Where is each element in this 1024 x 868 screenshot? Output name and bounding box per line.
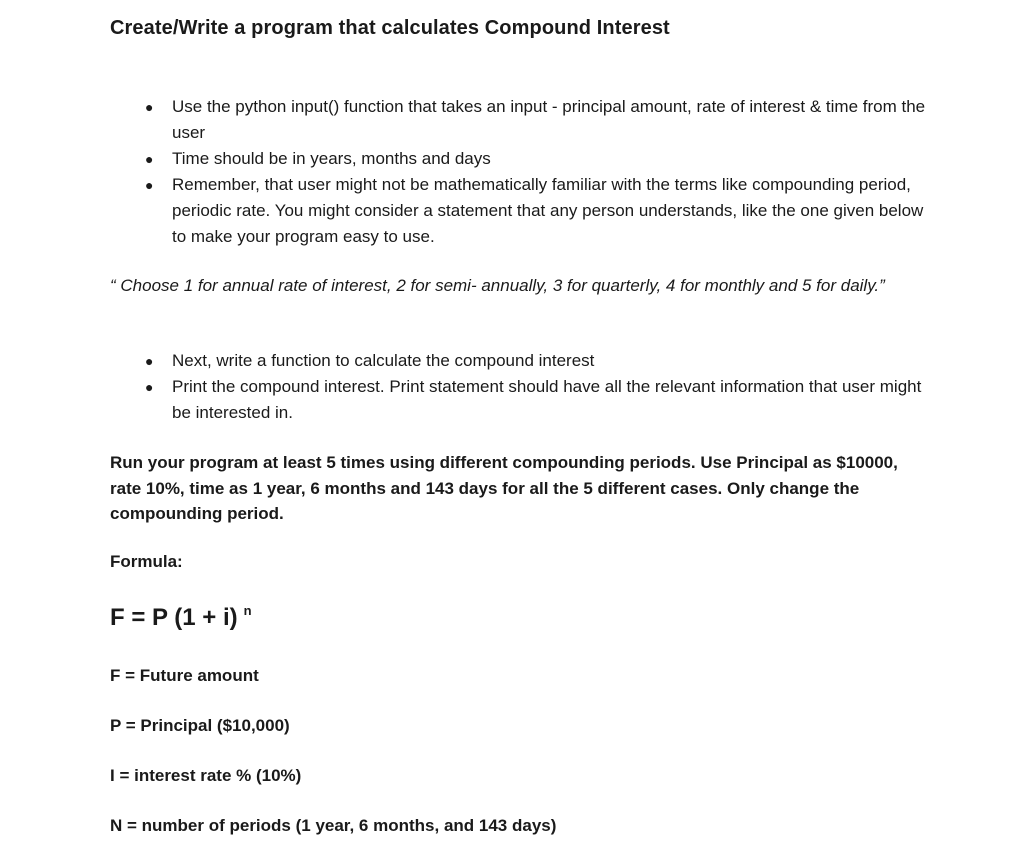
bullet-icon: ●	[145, 151, 154, 167]
list-item-text: Print the compound interest. Print statement should have all the relevant information that user might be interested in.	[172, 377, 922, 422]
formula-label: Formula:	[110, 552, 183, 571]
bullet-icon: ●	[145, 379, 154, 395]
bullet-icon: ●	[145, 353, 154, 369]
requirements-list	[110, 94, 940, 250]
run-instructions: Run your program at least 5 times using different compounding periods. Use Principal as $10000, rate 10%, time as 1 year, 6 months and 143 days for all the 5 different cases. Only change the compounding period.	[110, 453, 898, 523]
list-item	[110, 348, 940, 374]
list-item	[110, 94, 940, 146]
formula-main: F = P (1 + i)	[110, 604, 238, 631]
bullet-icon: ●	[145, 99, 154, 115]
list-item	[110, 374, 940, 426]
list-item-text: Time should be in years, months and days	[172, 149, 491, 168]
list-item	[110, 172, 940, 250]
definition-number-of-periods: N = number of periods (1 year, 6 months, and 143 days)	[110, 816, 557, 835]
list-item-text: Use the python input() function that takes an input - principal amount, rate of interest & time from the user	[172, 97, 926, 142]
definition-future-amount: F = Future amount	[110, 666, 259, 685]
compound-interest-formula	[110, 603, 252, 632]
list-item-text: Remember, that user might not be mathematically familiar with the terms like compounding period, periodic rate. You might consider a statement that any person understands, like the one given below to make your program easy to use.	[172, 175, 924, 246]
example-prompt-quote: “ Choose 1 for annual rate of interest, 2 for semi- annually, 3 for quarterly, 4 for monthly and 5 for daily.”	[110, 276, 885, 295]
function-requirements-list	[110, 348, 940, 426]
definition-principal: P = Principal ($10,000)	[110, 716, 290, 735]
bullet-icon: ●	[145, 177, 154, 193]
list-item	[110, 146, 940, 172]
list-item-text: Next, write a function to calculate the compound interest	[172, 351, 595, 370]
page-title: Create/Write a program that calculates Compound Interest	[110, 17, 670, 39]
formula-exponent: n	[243, 603, 252, 618]
definition-interest-rate: I = interest rate % (10%)	[110, 766, 302, 785]
